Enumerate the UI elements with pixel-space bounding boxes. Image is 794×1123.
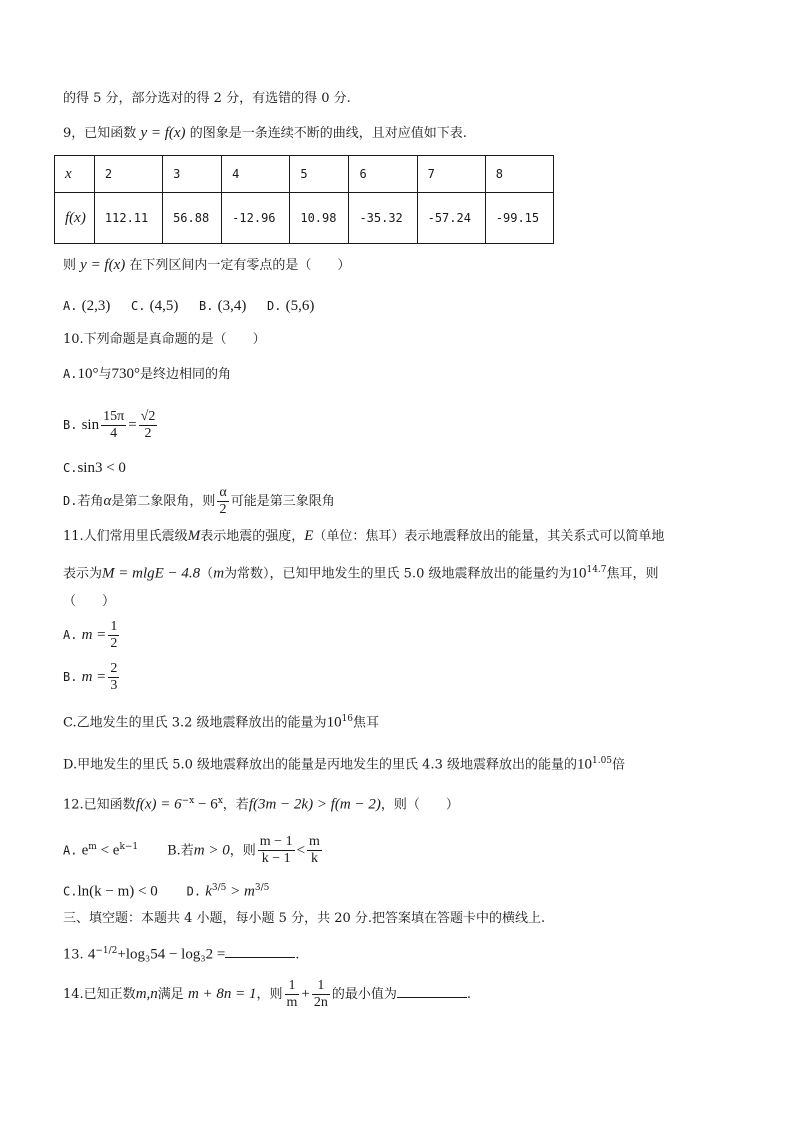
q13 — [63, 942, 299, 964]
q10-option-a — [63, 365, 231, 384]
q10-option-b — [63, 408, 159, 443]
q9-text-b: 的图象是一条连续不断的曲线，且对应值如下表. — [189, 126, 467, 141]
q12-a-mid: < e — [96, 842, 120, 859]
q12-minus: − 6 — [194, 796, 218, 813]
q12-b-less-than: < — [296, 842, 306, 859]
q11-line1-a: 11.人们常用里氏震级 — [63, 529, 188, 544]
q9-option-d-label: D. — [267, 299, 282, 313]
q10-d-fraction — [217, 485, 228, 518]
q12-function: f(x) = 6 — [135, 796, 182, 813]
q9-option-d-value: (5,6) — [285, 298, 315, 314]
fraction-denominator: 2n — [313, 995, 328, 1010]
q14-condition: m + 8n = 1 — [187, 986, 257, 1002]
x-header-label: x — [65, 165, 72, 182]
q12-exp1: −x — [181, 796, 195, 806]
q11-line2-d: 焦耳，则 — [606, 566, 659, 582]
q10-b-label: B. — [63, 418, 78, 432]
q9-options — [63, 297, 314, 316]
table-cell: -12.96 — [222, 193, 290, 244]
q10-a-mid: 与 — [98, 367, 112, 382]
table-header-fx — [55, 193, 95, 244]
q11-option-b — [63, 660, 121, 695]
q12-d-exp1: 3/5 — [211, 883, 227, 893]
table-cell: -99.15 — [485, 193, 553, 244]
q11-option-d — [63, 752, 625, 774]
q10-stem — [63, 331, 266, 349]
q11-a-label: A. — [63, 628, 78, 642]
fraction-numerator: 1 — [110, 619, 118, 634]
q11-paren — [63, 593, 115, 611]
q12-stem-c: ，则（ ） — [380, 797, 459, 813]
fraction-numerator: m — [309, 834, 320, 850]
q9-question-function: y = f(x) — [80, 257, 126, 273]
fraction-denominator: k − 1 — [261, 851, 291, 867]
q14-vars: m,n — [135, 986, 158, 1002]
table-cell: 4 — [222, 156, 290, 193]
q12-d-exp2: 3/5 — [254, 883, 270, 893]
table-cell: -57.24 — [417, 193, 485, 244]
q11-b-label: B. — [63, 670, 78, 684]
q11-pow-exp: 14.7 — [586, 565, 607, 575]
q14-text-a: 14.已知正数 — [63, 987, 136, 1002]
q11-formula: M = mlgE − 4.8 — [102, 565, 201, 582]
q10-d-text1: 若角 — [77, 494, 104, 509]
q12-b-fraction1 — [258, 834, 295, 867]
table-cell: 2 — [94, 156, 162, 193]
q14-text-d: 的最小值为 — [331, 987, 397, 1002]
q11-b-lhs: m = — [81, 669, 107, 685]
fraction-numerator: 15π — [103, 409, 125, 424]
q11-line1-b: 表示地震的强度， — [200, 529, 305, 544]
fraction-numerator: m − 1 — [259, 834, 293, 850]
fraction-numerator: 1 — [312, 978, 330, 995]
q10-d-text3: 可能是第三象限角 — [230, 494, 335, 509]
fraction-denominator: 2 — [144, 426, 152, 441]
q12-options-cd — [63, 876, 269, 904]
table-cell: -35.32 — [349, 193, 417, 244]
q10-option-d — [63, 484, 335, 519]
table-cell: 6 — [349, 156, 417, 193]
q9-option-a-value: (2,3) — [81, 298, 111, 314]
q12-options-ab — [63, 830, 324, 868]
q13-base: 4 — [87, 946, 96, 963]
table-row-x — [55, 156, 554, 193]
q11-line1-c: （单位：焦耳）表示地震释放出的能量，其关系式可以简单地 — [313, 529, 665, 544]
section-3-heading — [63, 910, 545, 928]
q9-option-c-label: C. — [131, 299, 146, 313]
q10-b-result-fraction — [139, 409, 158, 442]
q11-E: E — [304, 528, 314, 544]
q11-d-pow-base: 10 — [576, 756, 592, 773]
q9-value-table — [54, 155, 554, 244]
q11-M: M — [187, 528, 201, 544]
fx-header-label: f(x) — [65, 209, 86, 226]
q12-inequality: f(3m − 2k) > f(m − 2) — [248, 796, 381, 813]
q9-question-b: 在下列区间内一定有零点的是（ ） — [129, 258, 351, 273]
q14-end: . — [466, 987, 472, 1002]
q9-number: 9， — [63, 126, 85, 141]
q10-a-label: A. — [63, 367, 78, 381]
fraction-denominator: 4 — [110, 426, 118, 441]
q10-d-label: D. — [63, 494, 78, 508]
table-row-fx — [55, 193, 554, 244]
table-cell: 56.88 — [163, 193, 222, 244]
q11-c-pow-exp: 16 — [341, 714, 354, 724]
q10-d-text2: 是第二象限角，则 — [111, 494, 216, 509]
table-cell: 7 — [417, 156, 485, 193]
q10-stem-text: 10.下列命题是真命题的是（ ） — [63, 332, 266, 347]
q9-function: y = f(x) — [140, 125, 186, 141]
q11-pow-base: 10 — [571, 565, 587, 582]
fraction-denominator: k — [310, 851, 318, 867]
q10-d-alpha: α — [103, 493, 112, 509]
section-3-text: 三、填空题：本题共 4 小题，每小题 5 分，共 20 分.把答案填在答题卡中的横线上. — [63, 911, 546, 926]
q13-label: 13. — [63, 947, 84, 963]
fraction-denominator: 3 — [110, 678, 118, 693]
q11-d-text: D.甲地发生的里氏 5.0 级地震释放出的能量是丙地发生的里氏 4.3 级地震释放出的能量的 — [63, 757, 577, 773]
table-cell: 3 — [163, 156, 222, 193]
q13-answer-blank[interactable] — [225, 945, 295, 958]
q11-m: m — [213, 565, 225, 582]
q13-end: . — [295, 947, 300, 963]
q12-stem — [63, 792, 459, 814]
q14-text-b: 满足 — [157, 987, 184, 1002]
table-cell: 8 — [485, 156, 553, 193]
q14-fraction2 — [312, 978, 330, 1011]
q12-d-base1: k — [205, 883, 212, 900]
q14-text-c: ，则 — [256, 987, 283, 1002]
q11-line2-c: 为常数），已知甲地发生的里氏 5.0 级地震释放出的能量约为 — [224, 566, 572, 582]
q12-c-label: C. — [63, 884, 78, 899]
q11-a-lhs: m = — [81, 627, 107, 643]
q13-expression: +log₃54 − log₃2 = — [117, 946, 226, 963]
q11-line2-a: 表示为 — [63, 566, 103, 582]
fraction-numerator: α — [219, 485, 227, 500]
q12-b-label: B.若 — [167, 843, 194, 859]
q9-option-c-value: (4,5) — [149, 298, 179, 314]
q13-exp: −1/2 — [95, 946, 118, 956]
q11-c-tail: 焦耳 — [353, 715, 380, 731]
fraction-numerator: √2 — [140, 409, 156, 424]
q11-paren-text: （ ） — [63, 594, 116, 609]
q12-b-then: ，则 — [229, 843, 256, 859]
q11-line2-b: （ — [200, 566, 214, 582]
q10-a-angle1: 10° — [77, 366, 99, 382]
q9-stem — [63, 124, 467, 143]
q12-a-exp2: k−1 — [119, 842, 139, 852]
q11-a-fraction — [108, 619, 119, 652]
q9-text-a: 已知函数 — [84, 126, 137, 141]
q12-b-condition: m > 0 — [193, 842, 230, 859]
q11-d-pow-exp: 1.05 — [591, 756, 613, 766]
q11-line2 — [63, 561, 659, 583]
q12-a-exp1: m — [88, 842, 97, 852]
table-header-x — [55, 156, 95, 193]
q12-c-math: ln(k − m) < 0 — [77, 883, 158, 900]
q10-a-angle2: 730° — [111, 366, 140, 382]
q9-option-b-value: (3,4) — [217, 298, 247, 314]
fraction-denominator: 2 — [110, 636, 118, 651]
q10-c-math: sin3 < 0 — [77, 460, 126, 476]
fraction-denominator: 2 — [219, 502, 227, 517]
q10-a-text: 是终边相同的角 — [139, 367, 231, 382]
q9-question — [63, 256, 350, 275]
q12-a-label: A. — [63, 843, 78, 858]
q14 — [63, 977, 471, 1012]
q9-question-a: 则 — [63, 258, 77, 273]
q12-b-fraction2 — [307, 834, 322, 867]
q12-d-gt: > m — [226, 883, 255, 900]
q10-c-label: C. — [63, 461, 78, 475]
q11-c-text: C.乙地发生的里氏 3.2 级地震释放出的能量为 — [63, 715, 327, 731]
q11-line1 — [63, 527, 664, 546]
q11-d-tail: 倍 — [612, 757, 626, 773]
table-cell: 5 — [290, 156, 349, 193]
scoring-rule-text: 的得 5 分，部分选对的得 2 分，有选错的得 0 分. — [63, 91, 351, 106]
q14-answer-blank[interactable] — [397, 985, 467, 998]
q12-d-label: D. — [186, 884, 202, 899]
q12-exp2: x — [217, 796, 223, 806]
q11-c-pow-base: 10 — [326, 714, 342, 731]
scoring-rule-line — [63, 90, 351, 108]
q10-b-sin: sin — [81, 417, 100, 433]
q11-option-a — [63, 618, 121, 653]
q9-option-b-label: B. — [199, 299, 214, 313]
q9-option-a-label: A. — [63, 299, 78, 313]
q11-b-fraction — [108, 661, 119, 694]
q12-stem-a: 12.已知函数 — [63, 797, 136, 813]
q14-fraction1 — [285, 978, 300, 1011]
q10-b-fraction — [101, 409, 126, 442]
table-cell: 112.11 — [94, 193, 162, 244]
q12-a-base: e — [81, 842, 89, 859]
q10-b-equals: = — [128, 417, 137, 433]
table-cell: 10.98 — [290, 193, 349, 244]
fraction-numerator: 1 — [285, 978, 300, 995]
q11-option-c — [63, 710, 379, 732]
q12-stem-b: ，若 — [222, 797, 249, 813]
fraction-denominator: m — [286, 995, 298, 1010]
fraction-numerator: 2 — [110, 661, 118, 676]
q14-plus: + — [301, 986, 310, 1002]
q10-option-c — [63, 459, 126, 478]
